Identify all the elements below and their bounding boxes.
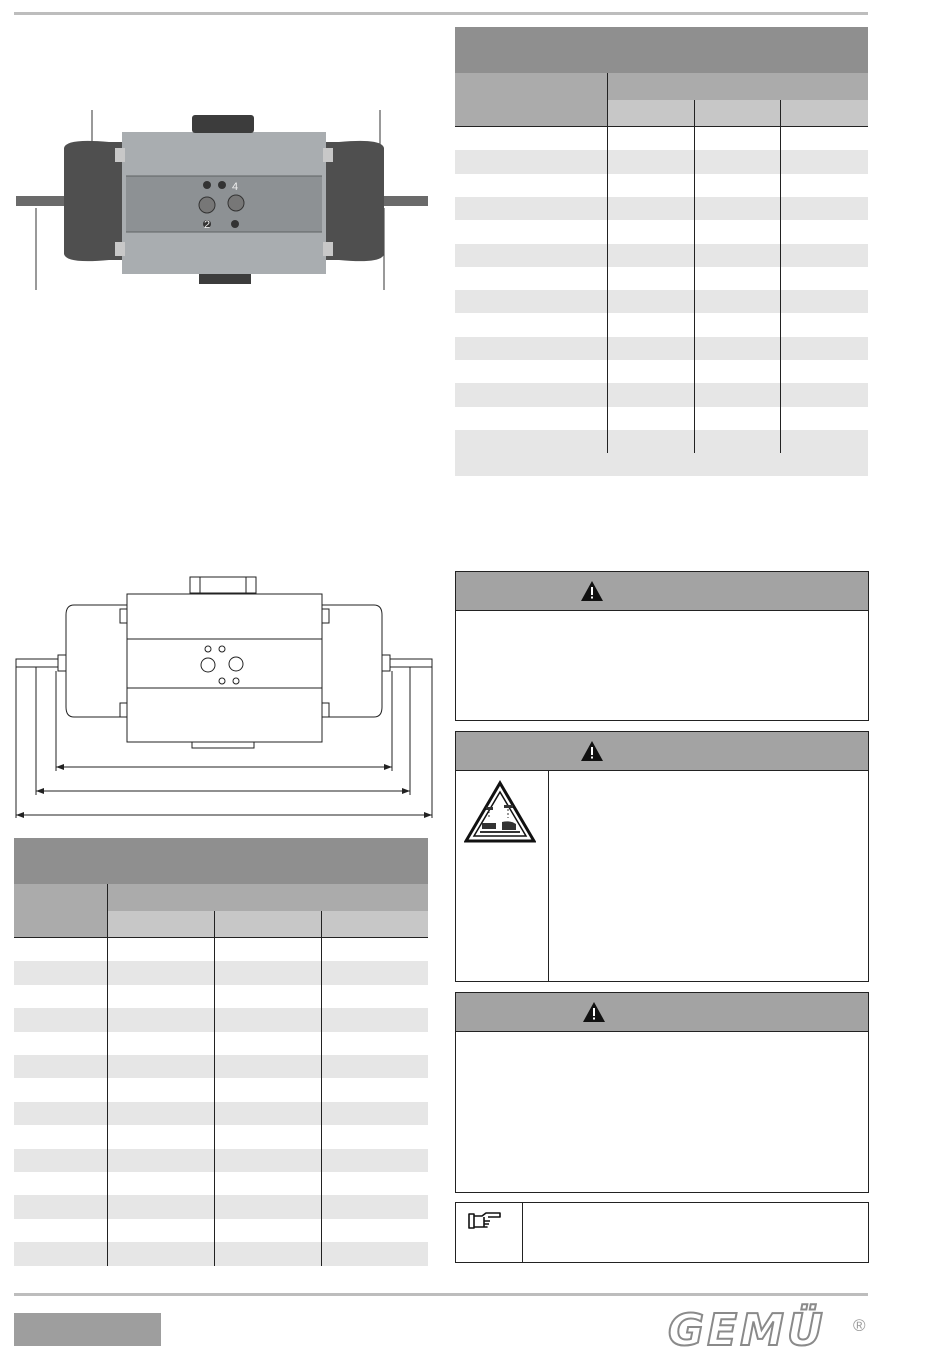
- note-box: [455, 1202, 869, 1263]
- table-row: [14, 961, 428, 984]
- table-row: [14, 985, 428, 1008]
- corrosive-hazard-icon: [464, 780, 536, 844]
- warning-box-2-divider: [548, 770, 549, 981]
- table-right-title-bar: [455, 27, 868, 73]
- port-label-4: 4: [232, 181, 239, 193]
- table-row: [455, 127, 868, 150]
- table-row: [455, 337, 868, 360]
- table-row: [455, 313, 868, 336]
- port-label-2: 2: [204, 219, 211, 231]
- table-row: [14, 1008, 428, 1031]
- warning-box-3-header: [456, 993, 868, 1032]
- table-row: [14, 1055, 428, 1078]
- table-row: [14, 938, 428, 961]
- table-row: [14, 1242, 428, 1265]
- registered-mark: ®: [853, 1316, 866, 1335]
- warning-triangle-icon: [582, 1001, 606, 1023]
- footer-page-box: [14, 1313, 161, 1346]
- pointing-hand-icon: [468, 1211, 502, 1231]
- table-row: [14, 1149, 428, 1172]
- table-row: [455, 407, 868, 430]
- table-row: [455, 267, 868, 290]
- warning-box-1-header: [456, 572, 868, 611]
- table-row: [14, 1125, 428, 1148]
- warning-triangle-icon: [580, 580, 604, 602]
- table-row: [455, 150, 868, 173]
- bottom-rule: [14, 1293, 868, 1296]
- table-footer-row: [455, 453, 868, 476]
- table-right: [455, 27, 868, 477]
- top-rule: [14, 12, 868, 15]
- table-row: [14, 1219, 428, 1242]
- warning-triangle-icon: [580, 740, 604, 762]
- table-row: [455, 197, 868, 220]
- table-row: [14, 1172, 428, 1195]
- actuator-photo: [14, 100, 434, 295]
- table-left-subheader: [108, 911, 428, 938]
- warning-box-3: [455, 992, 869, 1193]
- actuator-dimension-drawing: [14, 575, 434, 820]
- warning-box-2-header: [456, 732, 868, 771]
- table-row: [455, 244, 868, 267]
- table-left: [14, 838, 428, 1266]
- warning-box-1: [455, 571, 869, 721]
- table-row: [455, 174, 868, 197]
- table-row: [455, 430, 868, 453]
- table-row: [14, 1032, 428, 1055]
- table-row: [14, 1078, 428, 1101]
- table-row: [455, 383, 868, 406]
- table-row: [455, 290, 868, 313]
- warning-box-2: [455, 731, 869, 982]
- table-right-subheader: [608, 100, 868, 127]
- note-box-divider: [522, 1203, 523, 1262]
- table-left-title-bar: [14, 838, 428, 884]
- table-row: [14, 1195, 428, 1218]
- table-row: [455, 220, 868, 243]
- table-row: [455, 360, 868, 383]
- gemu-logo: GEMÜ: [668, 1305, 826, 1356]
- table-row: [14, 1102, 428, 1125]
